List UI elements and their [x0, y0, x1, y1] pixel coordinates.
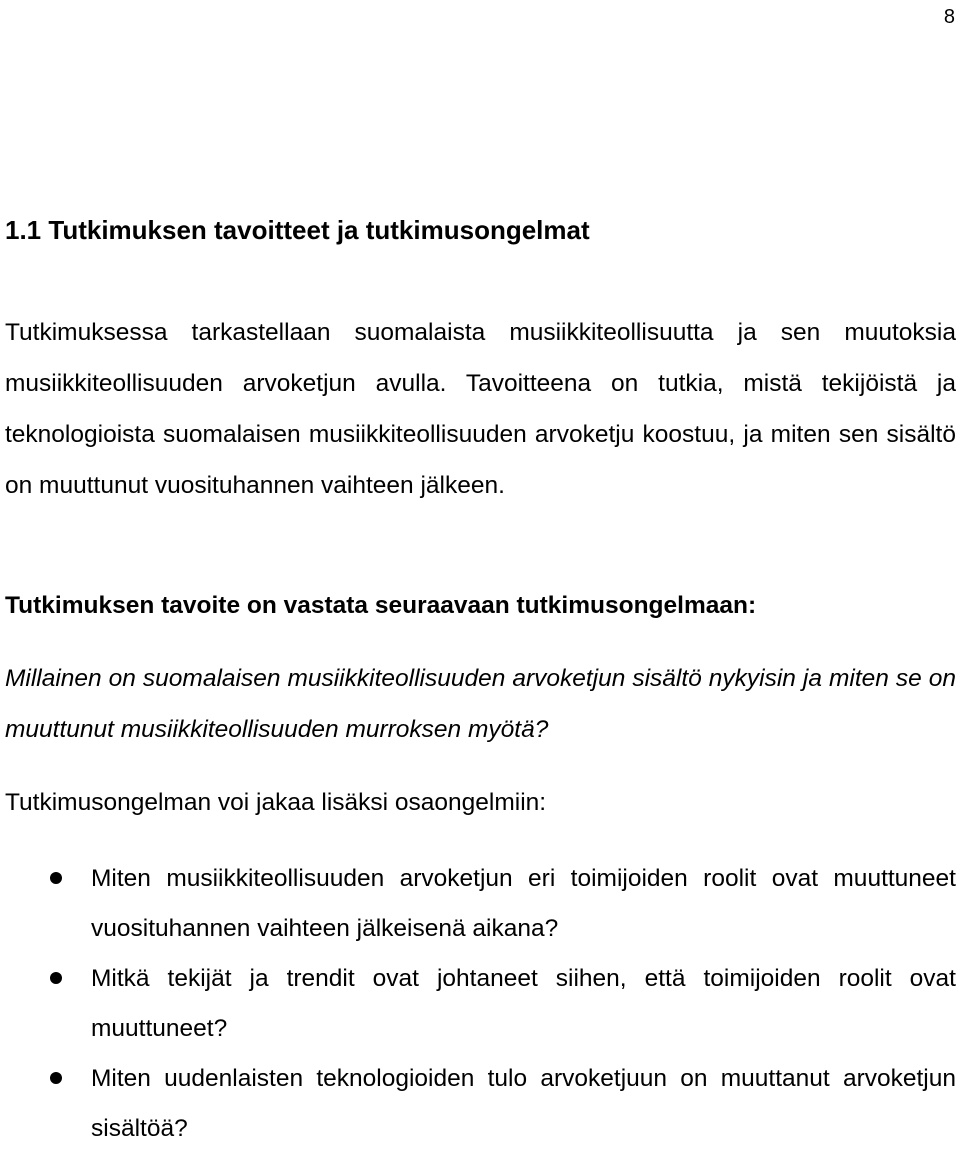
bullet-icon	[50, 1072, 62, 1084]
sub-question-text: Miten musiikkiteollisuuden arvoketjun eri toimijoiden roolit ovat muuttuneet vuosituhannen vaihteen jälkeisenä aikana?	[91, 865, 956, 942]
sub-question-item	[0, 1054, 956, 1154]
sub-question-text: Miten uudenlaisten teknologioiden tulo arvoketjuun on muuttanut arvoketjun sisältöä?	[91, 1065, 956, 1142]
sub-question-item	[0, 954, 956, 1054]
sub-question-list	[0, 854, 956, 1154]
research-question: Millainen on suomalaisen musiikkiteollisuuden arvoketjun sisältö nykyisin ja miten se on muuttunut musiikkiteollisuuden murroksen myötä?	[5, 665, 956, 743]
research-goal-lead: Tutkimuksen tavoite on vastata seuraavaan tutkimusongelmaan:	[5, 592, 757, 619]
section-heading: 1.1 Tutkimuksen tavoitteet ja tutkimusongelmat	[5, 215, 590, 245]
intro-paragraph: Tutkimuksessa tarkastellaan suomalaista musiikkiteollisuutta ja sen muutoksia musiikkiteollisuuden arvoketjun avulla. Tavoitteena on tutkia, mistä tekijöistä ja teknologioista suomalaisen musiikkiteollisuuden arvoketju koostuu, ja miten sen sisältö on muuttunut vuosituhannen vaihteen jälkeen.	[5, 319, 956, 499]
bullet-icon	[50, 872, 62, 884]
sub-question-item	[0, 854, 956, 954]
sub-question-text: Mitkä tekijät ja trendit ovat johtaneet siihen, että toimijoiden roolit ovat muuttuneet?	[91, 965, 956, 1042]
page-number: 8	[943, 6, 955, 28]
sub-questions-intro: Tutkimusongelman voi jakaa lisäksi osaongelmiin:	[5, 789, 547, 816]
bullet-icon	[50, 972, 62, 984]
